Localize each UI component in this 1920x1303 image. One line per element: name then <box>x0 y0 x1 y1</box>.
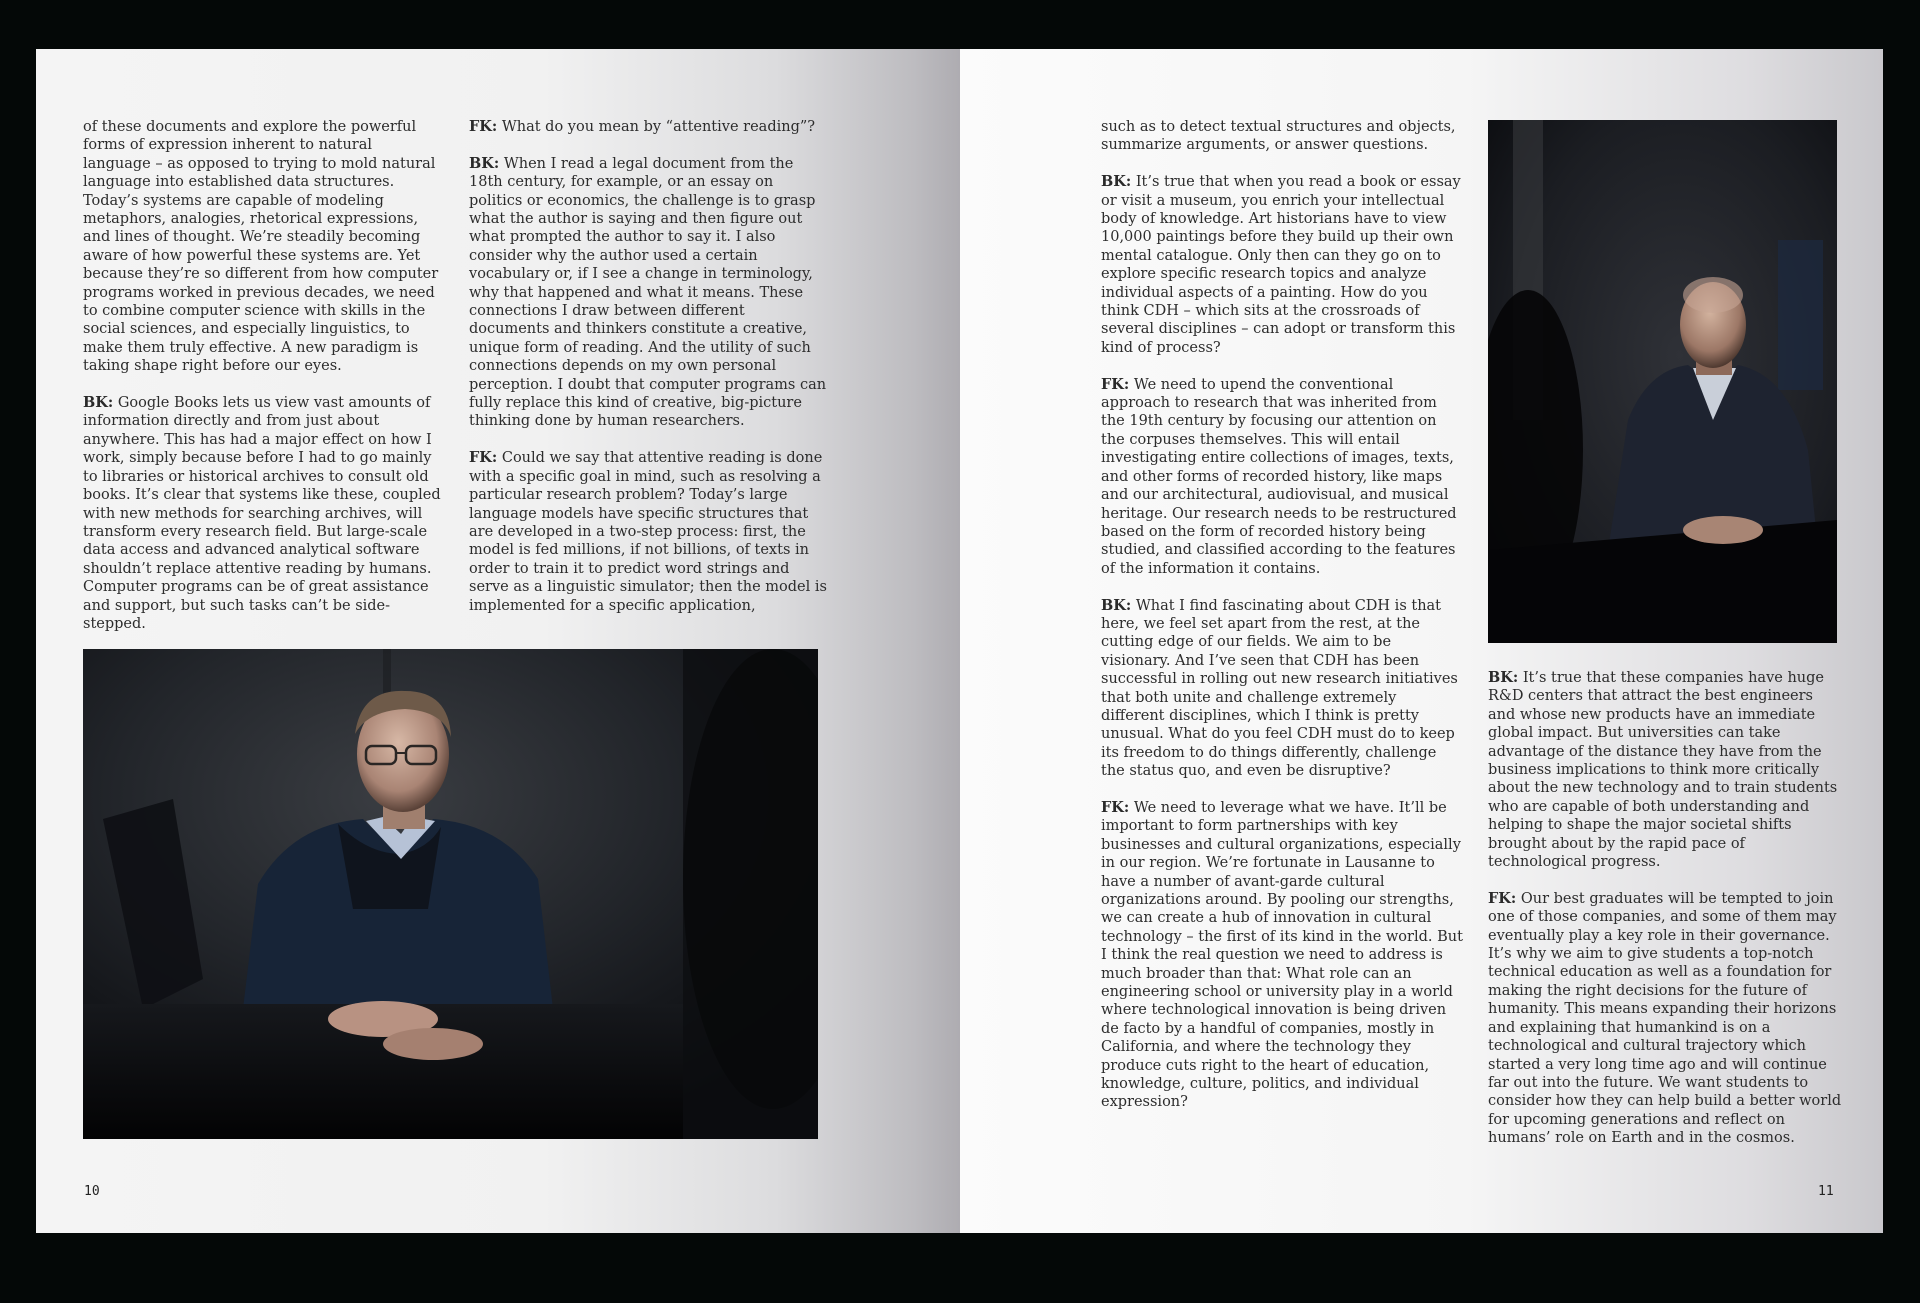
portrait-photo-fk <box>83 649 818 1139</box>
speaker-label: FK: <box>469 118 498 135</box>
page-number-right: 11 <box>1818 1184 1834 1199</box>
left-column-1 <box>83 118 443 652</box>
paragraph-text: of these documents and explore the powerful forms of expression inherent to natural language – as opposed to trying to mold natural language into established data structures. Today’s systems are capable of modeling metaphors, analogies, rhetorical expressions, and lines of thought. We’re steadily becoming aware of how powerful these systems are. Yet because they’re so different from how computer programs worked in previous decades, we need to combine computer science with skills in the social sciences, and especially linguistics, to make them truly effective. A new paradigm is taking shape right before our eyes. <box>83 119 439 375</box>
paragraph-text: Our best graduates will be tempted to join one of those companies, and some of them may eventually play a key role in their governance. It’s why we aim to give students a top-notch technical education as well as a foundation for making the right decisions for the future of humanity. This means expanding their horizons and explaining that humankind is on a technological and cultural trajectory which started a very long time ago and will continue far out into the future. We want students to consider how they can help build a better world for upcoming generations and reflect on humans’ role on Earth and in the cosmos. <box>1488 890 1842 1147</box>
paragraph <box>469 155 829 431</box>
paragraph-text: We need to leverage what we have. It’ll be important to form partnerships with key businesses and cultural organizations, especially in our region. We’re fortunate in Lausanne to have a number of avant-garde cultural organizations around. By pooling our strengths, we can create a hub of innovation in cultural technology – the first of its kind in the world. But I think the real question we need to address is much broader than that: What role can an engineering school or university play in a world where technological innovation is being driven de facto by a handful of companies, mostly in California, and where the technology they produce cuts right to the heart of education, knowledge, culture, politics, and individual expression? <box>1101 799 1463 1111</box>
right-page <box>960 49 1883 1233</box>
paragraph <box>469 118 829 136</box>
right-column-2 <box>1488 669 1843 1166</box>
paragraph <box>1101 376 1463 578</box>
speaker-label: BK: <box>469 154 500 172</box>
paragraph <box>469 449 829 615</box>
paragraph <box>1488 669 1843 871</box>
speaker-label: FK: <box>1101 375 1130 393</box>
paragraph-text: It’s true that when you read a book or essay or visit a museum, you enrich your intellectual body of knowledge. Art historians have to view 10,000 paintings before they build up their own mental catalogue. Only then can they go on to explore specific research topics and analyze individual aspects of a painting. How do you think CDH – which sits at the crossroads of several disciplines – can adopt or transform this kind of process? <box>1101 174 1461 356</box>
paragraph <box>83 118 443 376</box>
paragraph-text: such as to detect textual structures and objects, summarize arguments, or answer questions. <box>1101 119 1456 154</box>
page-number-left: 10 <box>84 1184 100 1199</box>
paragraph <box>83 394 443 633</box>
paragraph <box>1101 118 1463 155</box>
paragraph-text: Google Books lets us view vast amounts of information directly and from just about anywhere. This has had a major effect on how I work, simply because before I had to go mainly to libraries or historical archives to consult old books. It’s clear that systems like these, coupled with new methods for searching archives, will transform every research field. But large-scale data access and advanced analytical software shouldn’t replace attentive reading by humans. Computer programs can be of great assistance and support, but such tasks can’t be side-stepped. <box>83 395 441 632</box>
paragraph <box>1101 597 1463 781</box>
speaker-label: BK: <box>1488 669 1519 686</box>
paragraph-text: Could we say that attentive reading is done with a specific goal in mind, such as resolving a particular research problem? Today’s large language models have specific structures that are developed in a two-step process: first, the model is fed millions, if not billions, of texts in order to train it to predict word strings and serve as a linguistic simulator; then the model is implemented for a specific application, <box>469 450 827 614</box>
speaker-label: BK: <box>83 394 114 412</box>
left-column-2 <box>469 118 829 633</box>
paragraph <box>1101 173 1463 357</box>
speaker-label: FK: <box>469 449 498 467</box>
portrait-photo-bk <box>1488 120 1837 643</box>
paragraph <box>1488 890 1843 1148</box>
paragraph-text: What I find fascinating about CDH is that here, we feel set apart from the rest, at the cutting edge of our fields. We aim to be visionary. And I’ve seen that CDH has been successful in rolling out new research initiatives that both unite and challenge extremely different disciplines, which I think is pretty unusual. What do you feel CDH must do to keep its freedom to do things differently, challenge the status quo, and even be disruptive? <box>1101 597 1458 780</box>
paragraph-text: When I read a legal document from the 18th century, for example, or an essay on politics or economics, the challenge is to grasp what the author is saying and then figure out what prompted the author to say it. I also consider why the author used a certain vocabulary or, if I see a change in terminology, why that happened and what it means. These connections I draw between different documents and thinkers constitute a creative, unique form of reading. And the utility of such connections depends on my own personal perception. I doubt that computer programs can fully replace this kind of creative, big-picture thinking done by human researchers. <box>469 155 827 430</box>
paragraph-text: It’s true that these companies have huge R&D centers that attract the best engineers and whose new products have an immediate global impact. But universities can take advantage of the distance they have from the business implications to think more critically about the new technology and to train students who are capable of both understanding and helping to shape the major societal shifts brought about by the rapid pace of technological progress. <box>1488 670 1838 871</box>
speaker-label: FK: <box>1488 889 1517 907</box>
speaker-label: FK: <box>1101 798 1130 816</box>
speaker-label: BK: <box>1101 173 1132 191</box>
magazine-spread <box>36 49 1883 1233</box>
paragraph <box>1101 799 1463 1112</box>
right-column-1 <box>1101 118 1463 1130</box>
left-page <box>36 49 960 1233</box>
speaker-label: BK: <box>1101 596 1132 614</box>
paragraph-text: We need to upend the conventional approach to research that was inherited from the 19th century by focusing our attention on the corpuses themselves. This will entail investigating entire collections of images, texts, and other forms of recorded history, like maps and our architectural, audiovisual, and musical heritage. Our research needs to be restructured based on the form of recorded history being studied, and classified according to the features of the information it contains. <box>1101 376 1457 577</box>
paragraph-text: What do you mean by “attentive reading”? <box>501 119 816 135</box>
